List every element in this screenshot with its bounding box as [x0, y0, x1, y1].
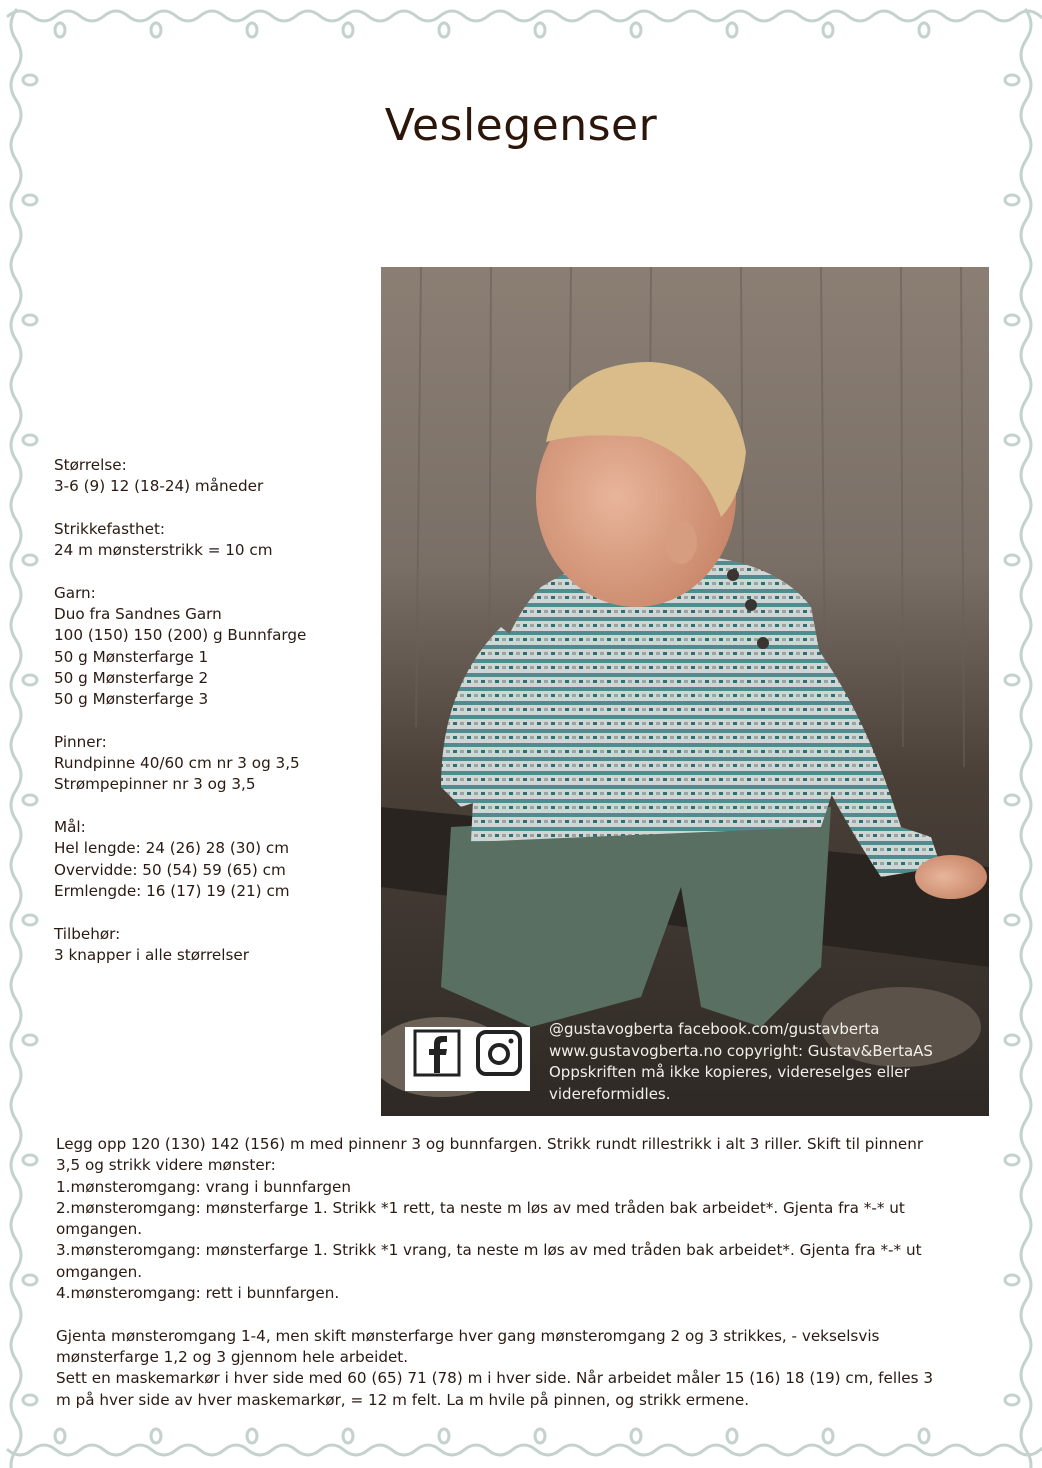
credits-line: Oppskriften må ikke kopieres, videreselges eller — [549, 1063, 910, 1081]
border-loop — [1005, 315, 1019, 325]
spec-value: Rundpinne 40/60 cm nr 3 og 3,5 — [54, 754, 300, 773]
credits-line: www.gustavogberta.no copyright: Gustav&BertaAS — [549, 1041, 933, 1060]
specifications — [54, 455, 364, 987]
spec-block — [54, 732, 364, 796]
border-curl — [11, 10, 21, 1468]
instruction-line: 3,5 og strikk videre mønster: — [56, 1156, 276, 1175]
pattern-instructions — [56, 1134, 996, 1411]
instruction-line: mønsterfarge 1,2 og 3 gjennom hele arbeidet. — [56, 1347, 409, 1366]
border-loop — [247, 23, 257, 37]
instruction-line: Sett en maskemarkør i hver side med 60 (65) 71 (78) m i hver side. Når arbeidet måler 15 (16) 18 (19) cm, felles 3 — [56, 1369, 934, 1388]
spec-value: 50 g Mønsterfarge 3 — [54, 690, 209, 709]
credits-line: videreformidles. — [549, 1084, 671, 1103]
instruction-line: omgangen. — [56, 1262, 143, 1281]
border-loop — [919, 23, 929, 37]
border-loop — [23, 795, 37, 805]
border-loop — [1005, 195, 1019, 205]
border-loop — [1005, 795, 1019, 805]
border-loop — [343, 1429, 353, 1443]
border-loop — [23, 555, 37, 565]
instruction-line: 4.mønsteromgang: rett i bunnfargen. — [56, 1284, 340, 1303]
border-loop — [823, 1429, 833, 1443]
border-loop — [343, 23, 353, 37]
border-loop — [535, 23, 545, 37]
border-loop — [23, 1395, 37, 1405]
spec-value: 50 g Mønsterfarge 1 — [54, 647, 209, 666]
border-loop — [151, 23, 161, 37]
border-loop — [919, 1429, 929, 1443]
spec-heading: Pinner: — [54, 732, 107, 751]
photo-credits — [549, 1019, 969, 1105]
spec-value: 50 g Mønsterfarge 2 — [54, 668, 209, 687]
border-loop — [23, 435, 37, 445]
instruction-line: Legg opp 120 (130) 142 (156) m med pinnenr 3 og bunnfargen. Strikk rundt rillestrikk i alt 3 riller. Skift til pinnenr — [56, 1135, 924, 1153]
border-loop — [1005, 435, 1019, 445]
paragraph-gap — [56, 1304, 996, 1325]
border-loop — [1005, 555, 1019, 565]
instagram-icon[interactable] — [473, 1027, 525, 1079]
spec-heading: Tilbehør: — [54, 924, 121, 943]
border-loop — [23, 315, 37, 325]
border-loop — [823, 23, 833, 37]
spec-value: 24 m mønsterstrikk = 10 cm — [54, 541, 273, 560]
instruction-line: 1.mønsteromgang: vrang i bunnfargen — [56, 1177, 352, 1196]
border-loop — [23, 1275, 37, 1285]
border-loop — [727, 23, 737, 37]
border-loop — [23, 675, 37, 685]
instruction-line: 2.mønsteromgang: mønsterfarge 1. Strikk *1 rett, ta neste m løs av med tråden bak arbeidet*. Gjenta fra *-* ut — [56, 1198, 905, 1217]
border-loop — [439, 23, 449, 37]
spec-value: Ermlengde: 16 (17) 19 (21) cm — [54, 881, 290, 900]
border-loop — [1005, 1035, 1019, 1045]
border-curl — [1021, 10, 1031, 1468]
spec-value: 100 (150) 150 (200) g Bunnfarge — [54, 626, 307, 645]
border-loop — [1005, 675, 1019, 685]
facebook-icon[interactable] — [411, 1027, 463, 1079]
spec-block — [54, 519, 364, 562]
border-loop — [55, 1429, 65, 1443]
border-loop — [23, 195, 37, 205]
border-loop — [1005, 1275, 1019, 1285]
instruction-line: Gjenta mønsteromgang 1-4, men skift mønsterfarge hver gang mønsteromgang 2 og 3 strikkes, - vekselsvis — [56, 1326, 880, 1345]
social-icons — [405, 1027, 530, 1091]
border-loop — [23, 915, 37, 925]
border-loop — [439, 1429, 449, 1443]
border-loop — [727, 1429, 737, 1443]
spec-block — [54, 924, 364, 967]
spec-heading: Størrelse: — [54, 456, 127, 474]
instruction-line: 3.mønsteromgang: mønsterfarge 1. Strikk *1 vrang, ta neste m løs av med tråden bak arbeidet*. Gjenta fra *-* ut — [56, 1241, 922, 1260]
border-loop — [631, 23, 641, 37]
border-loop — [631, 1429, 641, 1443]
border-curl — [8, 1445, 1042, 1455]
spec-block — [54, 455, 364, 498]
border-loop — [1005, 75, 1019, 85]
spec-block — [54, 583, 364, 711]
border-loop — [535, 1429, 545, 1443]
spec-value: Strømpepinner nr 3 og 3,5 — [54, 775, 256, 794]
instruction-line: m på hver side av hver maskemarkør, = 12 m felt. La m hvile på pinnen, og strikk ermene. — [56, 1390, 750, 1409]
product-photo — [381, 267, 989, 1116]
spec-value: Overvidde: 50 (54) 59 (65) cm — [54, 860, 286, 879]
spec-heading: Mål: — [54, 818, 86, 837]
photo-illustration — [381, 267, 989, 1116]
border-loop — [23, 1155, 37, 1165]
page-title: Veslegenser — [384, 100, 658, 151]
spec-value: Hel lengde: 24 (26) 28 (30) cm — [54, 839, 290, 858]
border-loop — [151, 1429, 161, 1443]
border-loop — [23, 75, 37, 85]
spec-value: Duo fra Sandnes Garn — [54, 605, 222, 624]
spec-value: 3-6 (9) 12 (18-24) måneder — [54, 477, 264, 496]
credits-line: @gustavogberta facebook.com/gustavberta — [549, 1020, 880, 1038]
spec-block — [54, 817, 364, 902]
border-loop — [1005, 1395, 1019, 1405]
border-loop — [247, 1429, 257, 1443]
border-loop — [55, 23, 65, 37]
spec-heading: Strikkefasthet: — [54, 519, 166, 538]
spec-value: 3 knapper i alle størrelser — [54, 945, 249, 964]
border-curl — [8, 11, 1042, 21]
border-loop — [23, 1035, 37, 1045]
instruction-line: omgangen. — [56, 1220, 143, 1239]
border-loop — [1005, 915, 1019, 925]
spec-heading: Garn: — [54, 583, 96, 602]
border-loop — [1005, 1155, 1019, 1165]
